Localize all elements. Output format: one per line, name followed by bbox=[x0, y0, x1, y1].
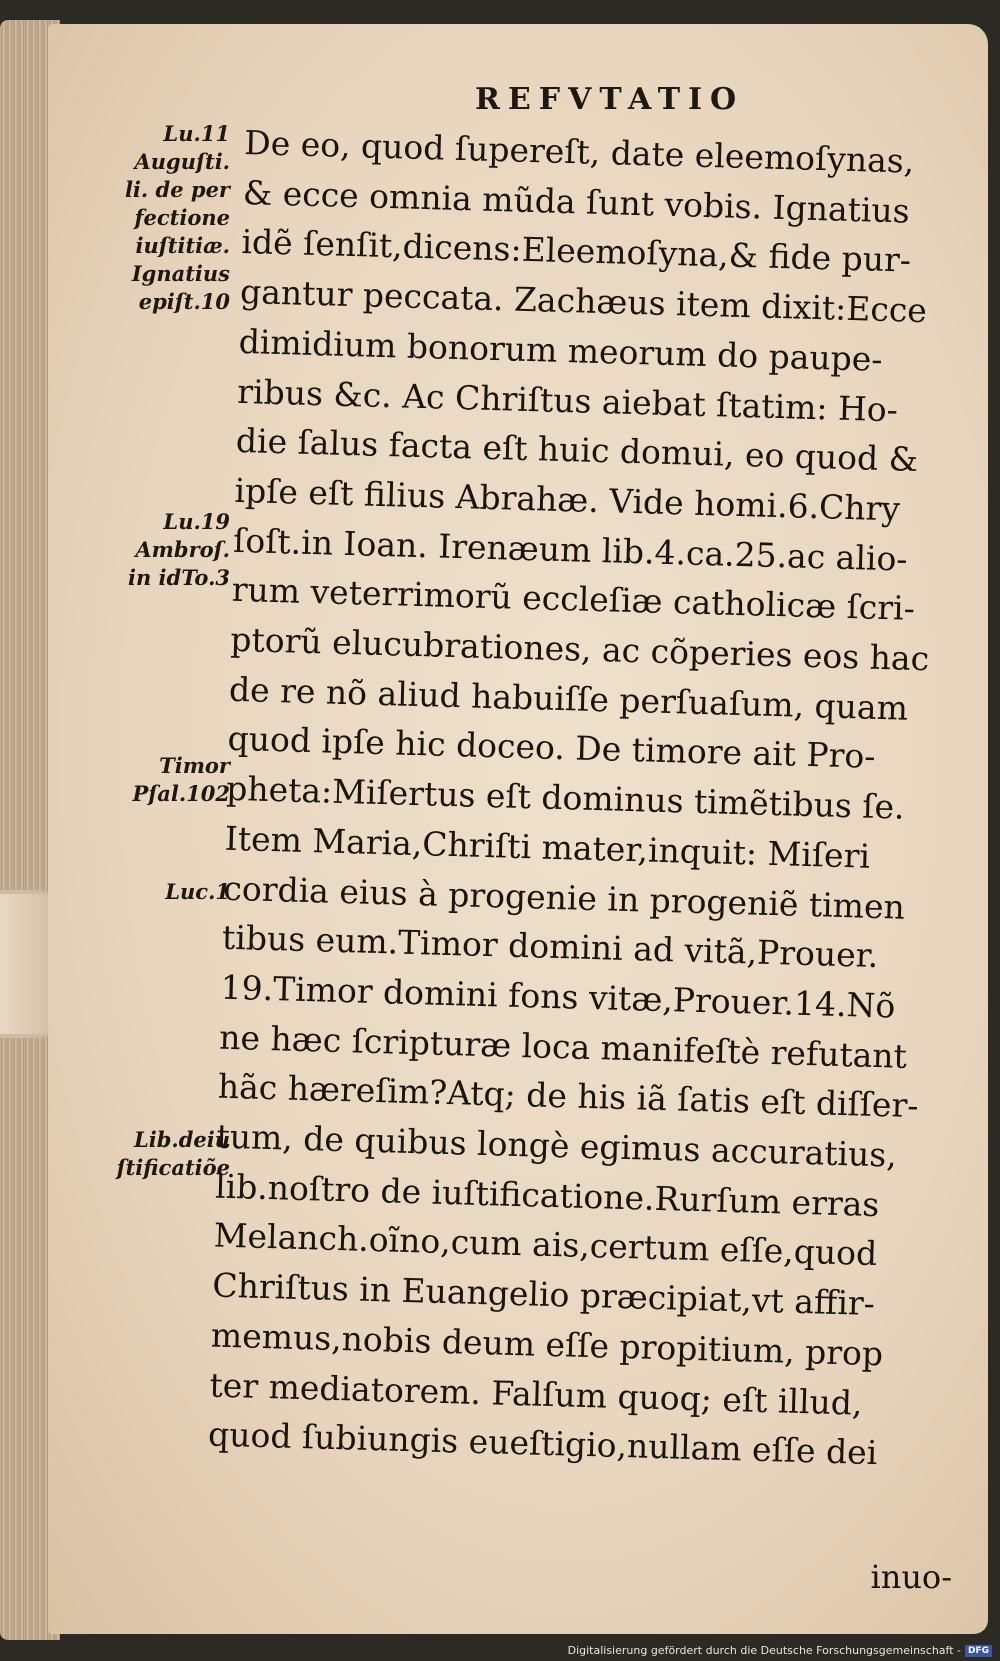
catchword: inuo- bbox=[870, 1558, 952, 1596]
text-line: idẽ ſenſit,dicens:Eleemoſyna,& fide pur- bbox=[240, 222, 912, 281]
margin-note: Lu.11 bbox=[163, 121, 230, 146]
margin-note: Luc.1 bbox=[165, 879, 230, 904]
running-header: REFVTATIO bbox=[475, 82, 745, 117]
margin-note: Timor bbox=[159, 753, 230, 778]
text-line: tum, de quibus longè egimus accuratius, bbox=[216, 1116, 898, 1175]
body-text bbox=[208, 118, 985, 1480]
text-line: memus,nobis deum eſſe propitium, prop bbox=[210, 1315, 884, 1374]
text-line: dimidium bonorum meorum do paupe- bbox=[238, 321, 884, 379]
text-line: die ſalus facta eſt huic domui, eo quod & bbox=[235, 421, 919, 480]
margin-note: iuſtitiæ. bbox=[135, 233, 230, 258]
margin-note: li. de per bbox=[124, 177, 230, 202]
text-line: de re nõ aliud habuiſſe perſuaſum, quam bbox=[228, 669, 909, 728]
footer-text: Digitalisierung gefördert durch die Deutsche Forschungsgemeinschaft - bbox=[567, 1644, 961, 1657]
text-line: Item Maria,Chriſti mater,inquit: Miſeri bbox=[224, 818, 871, 876]
margin-note: Lib.deiu bbox=[133, 1127, 230, 1152]
text-line: De eo, quod ſupereſt, date eleemoſynas, bbox=[243, 122, 915, 181]
text-line: & ecce omnia mũda ſunt vobis. Ignatius bbox=[242, 172, 911, 231]
margin-note: ſtificatiõe bbox=[116, 1155, 230, 1180]
text-line: rum veterrimorũ eccleſiæ catholicæ ſcri- bbox=[231, 570, 916, 629]
text-line: gantur peccata. Zachæus item dixit:Ecce bbox=[239, 272, 928, 331]
margin-note: Ambroſ. bbox=[135, 537, 230, 562]
text-line: ptorũ elucubrationes, ac cõperies eos hac bbox=[229, 619, 930, 679]
text-line: Chriſtus in Euangelio præcipiat,vt affir- bbox=[211, 1265, 876, 1324]
text-line: tibus eum.Timor domini ad vitã,Prouer. bbox=[221, 917, 879, 976]
text-line: hãc hæreſim?Atq; de his iã ſatis eſt diſſer- bbox=[217, 1066, 919, 1126]
margin-note: Auguſti. bbox=[134, 149, 230, 174]
text-line: pheta:Miſertus eſt dominus timẽtibus ſe. bbox=[225, 768, 906, 827]
margin-note: fectione bbox=[134, 205, 230, 230]
margin-note: in idTo.3 bbox=[128, 565, 230, 590]
text-line: Melanch.oĩno,cum ais,certum eſſe,quod bbox=[213, 1216, 878, 1274]
text-line: lib.noſtro de iuſtificatione.Rurſum erras bbox=[214, 1166, 880, 1224]
text-line: ne hæc ſcripturæ loca manifeſtè refutant bbox=[218, 1017, 908, 1076]
text-line: ribus &c. Ac Chriſtus aiebat ſtatim: Ho- bbox=[236, 371, 899, 429]
text-line: ter mediatorem. Falſum quoq; eſt illud, bbox=[209, 1365, 863, 1423]
text-line: quod ipſe hic doceo. De timore ait Pro- bbox=[227, 719, 877, 777]
dfg-logo: DFG bbox=[965, 1645, 992, 1657]
text-line: ipſe eſt filius Abrahæ. Vide homi.6.Chry bbox=[234, 470, 901, 529]
text-line: quod ſubiungis eueſtigio,nullam eſſe dei bbox=[207, 1414, 878, 1473]
margin-note: Lu.19 bbox=[163, 509, 230, 534]
margin-note: epiſt.10 bbox=[138, 289, 230, 314]
text-line: 19.Timor domini fons vitæ,Prouer.14.Nõ bbox=[220, 967, 896, 1026]
margin-note: Pſal.102 bbox=[132, 781, 230, 806]
margin-note: Ignatius bbox=[131, 261, 230, 286]
text-line: cordia eius à progenie in progeniẽ timen bbox=[222, 868, 906, 927]
text-line: ſoſt.in Ioan. Irenæum lib.4.ca.25.ac alio- bbox=[232, 520, 909, 579]
digitization-footer bbox=[568, 1644, 992, 1657]
